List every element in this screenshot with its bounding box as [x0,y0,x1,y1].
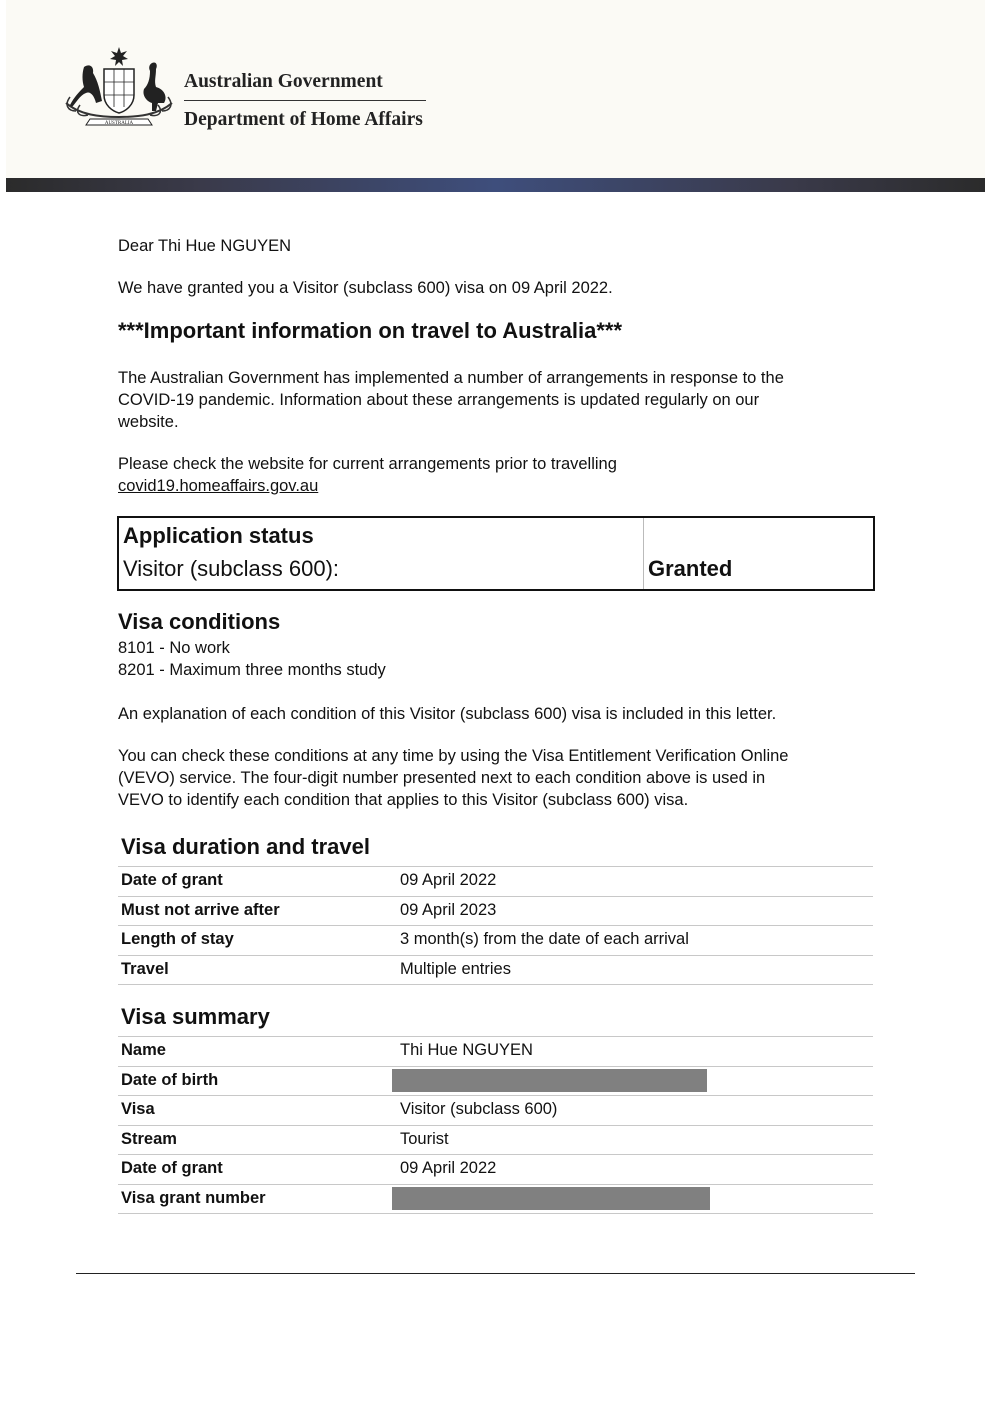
department-name: Department of Home Affairs [184,109,423,130]
table-row [118,1155,873,1185]
letterhead-divider [184,100,426,101]
government-name: Australian Government [184,71,383,92]
row-value: 09 April 2022 [400,871,497,889]
row-label: Date of grant [121,871,223,889]
covid-line-2: COVID-19 pandemic. Information about these arrangements is updated regularly on our [118,391,760,409]
application-status-title: Application status [123,523,314,548]
row-value: Tourist [400,1129,449,1148]
row-label: Date of grant [121,1159,223,1177]
row-label: Must not arrive after [121,900,280,919]
covid-line-1: The Australian Government has implemented a number of arrangements in response to the [118,369,784,387]
table-row [118,956,873,986]
application-status-box [117,516,875,591]
application-status-visa: Visitor (subclass 600): [123,556,340,581]
row-label: Travel [121,959,169,978]
table-row [118,1096,873,1126]
visa-duration-table [118,866,873,985]
row-value: 09 April 2023 [400,900,497,919]
application-status-value: Granted [648,556,733,581]
table-row [118,897,873,927]
salutation: Dear Thi Hue NGUYEN [118,237,292,255]
covid-website-link[interactable]: covid19.homeaffairs.gov.au [118,477,319,495]
vevo-line-1: You can check these conditions at any time by using the Visa Entitlement Verification Online [118,747,789,765]
table-row [118,866,873,897]
condition-item: 8201 - Maximum three months study [118,661,386,679]
table-row [118,1067,873,1097]
check-website-line: Please check the website for current arrangements prior to travelling [118,455,617,473]
footer-divider [76,1273,915,1274]
redaction-block [392,1187,710,1210]
table-row [118,1185,873,1215]
table-row [118,926,873,956]
row-value: Multiple entries [400,959,511,978]
conditions-explanation: An explanation of each condition of this Visitor (subclass 600) visa is included in this letter. [118,705,777,723]
visa-duration-heading: Visa duration and travel [121,834,371,859]
table-row [118,1036,873,1067]
row-label: Length of stay [121,930,234,948]
row-label: Name [121,1041,166,1059]
row-value: Thi Hue NGUYEN [400,1041,533,1059]
coat-of-arms-icon [60,45,178,133]
row-value: Visitor (subclass 600) [400,1100,558,1118]
redaction-block [392,1069,707,1092]
important-heading: ***Important information on travel to Australia*** [118,318,623,343]
vevo-line-2: (VEVO) service. The four-digit number presented next to each condition above is used in [118,769,766,787]
header-color-band [6,178,985,192]
condition-item: 8101 - No work [118,639,230,657]
vevo-line-3: VEVO to identify each condition that applies to this Visitor (subclass 600) visa. [118,791,689,809]
covid-line-3: website. [118,413,179,431]
table-row [118,1126,873,1156]
visa-summary-heading: Visa summary [121,1004,270,1029]
visa-summary-table [118,1036,873,1214]
row-label: Stream [121,1129,177,1148]
svg-text:AUSTRALIA: AUSTRALIA [104,121,134,126]
row-label: Visa grant number [121,1188,266,1207]
row-label: Visa [121,1100,155,1118]
row-label: Date of birth [121,1070,219,1089]
row-value: 09 April 2022 [400,1159,497,1177]
grant-sentence: We have granted you a Visitor (subclass 600) visa on 09 April 2022. [118,279,613,297]
row-value: 3 month(s) from the date of each arrival [400,930,689,948]
visa-conditions-heading: Visa conditions [118,609,281,634]
status-divider [643,518,644,589]
